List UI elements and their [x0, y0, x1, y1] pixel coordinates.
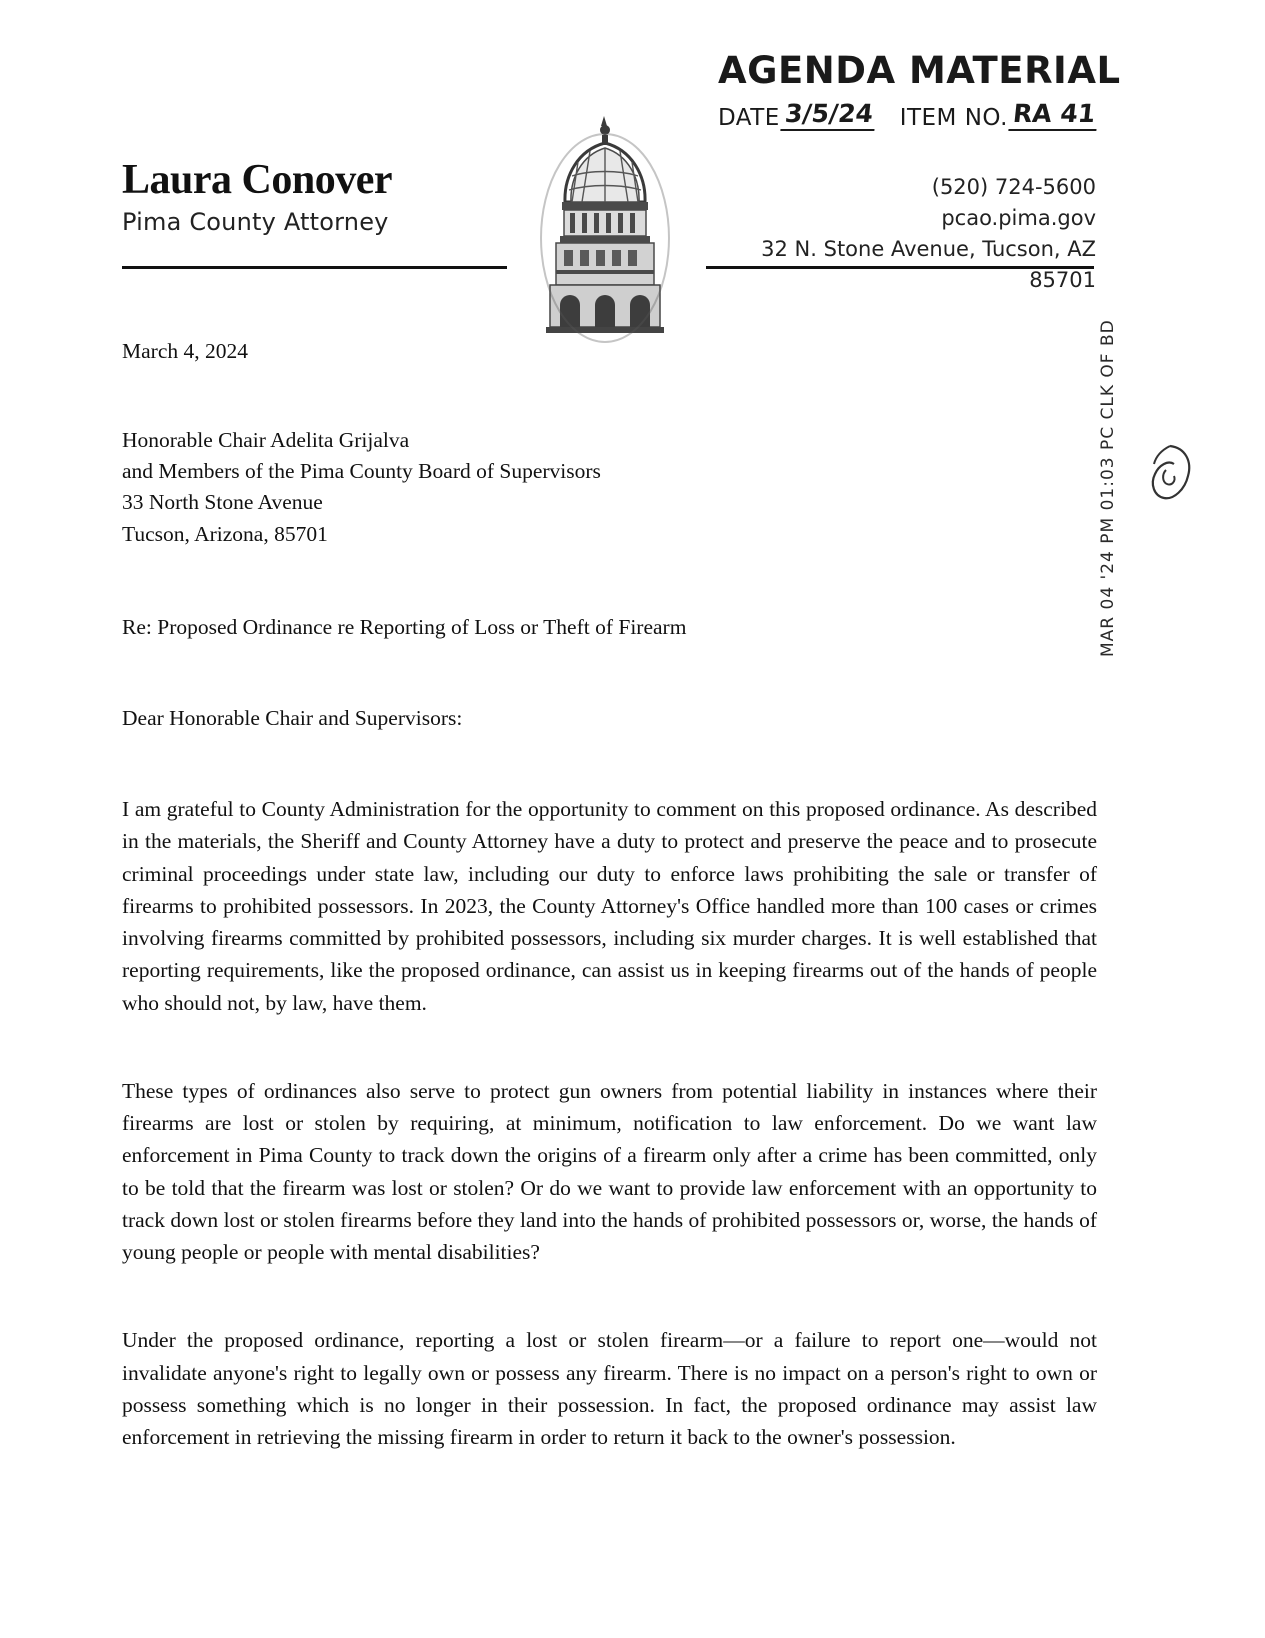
- agenda-item-label: ITEM NO.: [899, 105, 1008, 131]
- salutation: Dear Honorable Chair and Supervisors:: [122, 705, 463, 730]
- subject-line: Re: Proposed Ordinance re Reporting of Loss or Theft of Firearm: [122, 615, 687, 640]
- body-paragraph: Under the proposed ordinance, reporting a lost or stolen firearm—or a failure to report one—would not invalidate anyone's right to legally own or possess any firearm. There is no impact on a person's right to own or possess something which is no longer in their possession. In fact, the proposed ordinance may assist law enforcement in retrieving the missing firearm in order to return it back to the owner's possession.: [122, 1328, 1097, 1450]
- page-title: Laura Conover: [122, 157, 392, 203]
- recipient-line: Honorable Chair Adelita Grijalva: [122, 427, 410, 452]
- contact-website[interactable]: pcao.pima.gov: [941, 206, 1096, 231]
- agenda-material-stamp: [718, 49, 1148, 131]
- county-seal-icon: [520, 110, 690, 345]
- agenda-stamp-fields: [718, 99, 1148, 131]
- recipient-line: 33 North Stone Avenue: [122, 490, 323, 515]
- recipient-line: and Members of the Pima County Board of Supervisors: [122, 458, 601, 483]
- letter-body: [122, 336, 1097, 1509]
- letterhead-role: Pima County Attorney: [122, 208, 389, 237]
- agenda-item-value: RA 41: [1008, 99, 1099, 131]
- contact-phone: (520) 724-5600: [931, 175, 1096, 199]
- contact-address: 32 N. Stone Avenue, Tucson, AZ 85701: [761, 237, 1096, 293]
- received-stamp-text: MAR 04 '24 PM 01:03 PC CLK OF BD: [1098, 319, 1118, 657]
- letterhead-contact: [706, 172, 1096, 296]
- paperclip-doodle-icon: [1140, 440, 1200, 510]
- body-paragraph: These types of ordinances also serve to protect gun owners from potential liability in instances where their firearms are lost or stolen by requiring, at minimum, notification to law enforcement. Do we want law enforcement in Pima County to track down the origins of a firearm only after a crime has been committed, only to be told that the firearm was lost or stolen? Or do we want to provide law enforcement with an opportunity to track down lost or stolen firearms before they land into the hands of prohibited possessors or, worse, the hands of young people or people with mental disabilities?: [122, 1078, 1097, 1265]
- letterhead-rule-left: [122, 266, 507, 269]
- recipient-line: Tucson, Arizona, 85701: [122, 521, 328, 546]
- agenda-date-label: DATE: [718, 105, 780, 131]
- letter-date: March 4, 2024: [122, 339, 248, 363]
- letterhead-rule-right: [706, 266, 1094, 269]
- agenda-stamp-title: AGENDA MATERIAL: [718, 49, 1121, 92]
- body-paragraph: I am grateful to County Administration for the opportunity to comment on this proposed ordinance. As described in the materials, the Sheriff and County Attorney have a duty to protect and preserve the peace and to prosecute criminal proceedings under state law, including our duty to enforce laws prohibiting the sale or transfer of firearms to prohibited possessors. In 2023, the County Attorney's Office handled more than 100 cases or crimes involving firearms committed by prohibited possessors, including six murder charges. It is well established that reporting requirements, like the proposed ordinance, can assist us in keeping firearms out of the hands of people who should not, by law, have them.: [122, 797, 1097, 1015]
- letterhead-left: [122, 158, 512, 236]
- agenda-date-value: 3/5/24: [780, 99, 877, 131]
- recipient-address-block: [122, 425, 1097, 551]
- received-stamp: [1098, 319, 1128, 662]
